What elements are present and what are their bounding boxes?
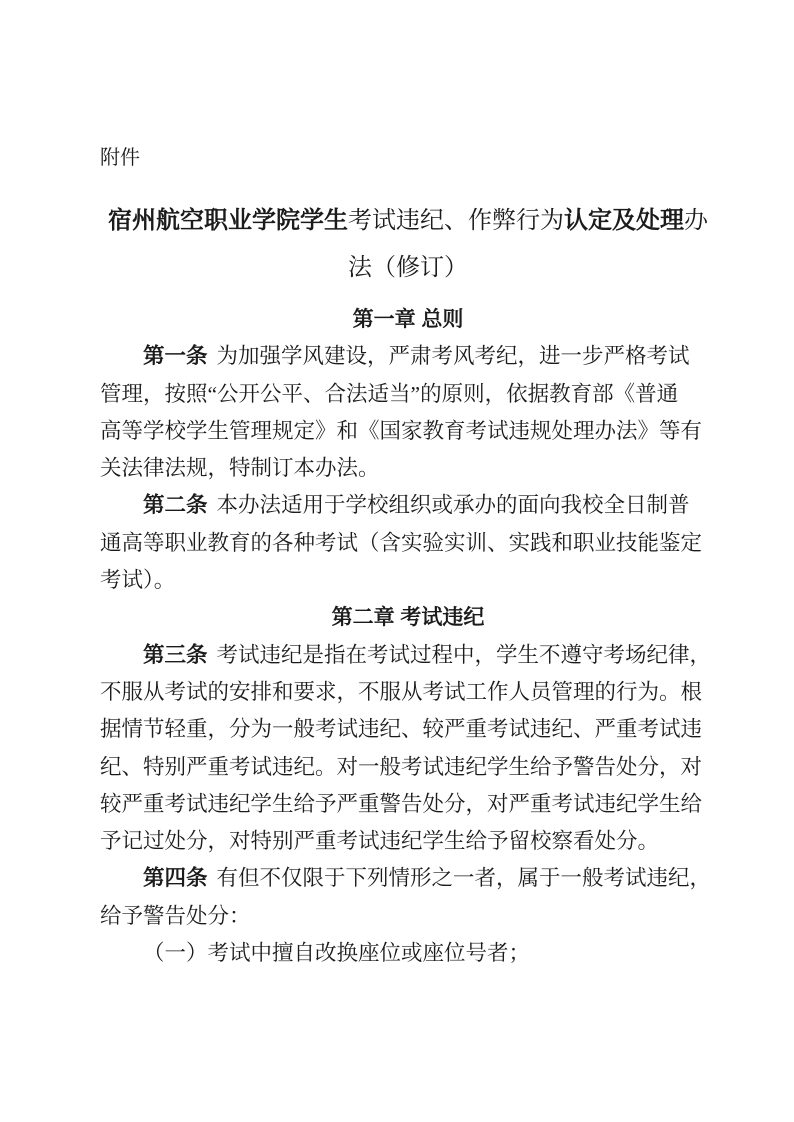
article-label: 第一条 (143, 344, 208, 369)
article-label: 第四条 (143, 866, 208, 891)
body-line-text: 关法律法规，特制订本办法。 (100, 456, 380, 481)
body-line (100, 376, 716, 413)
body-line (100, 674, 716, 711)
body-line (100, 749, 716, 786)
body-line-text: 通高等职业教育的各种考试（含实验实训、实践和职业技能鉴定 (100, 530, 703, 555)
body-line (100, 338, 716, 375)
page-content (100, 0, 716, 972)
title-segment: 宿州航空职业学院学生 (108, 207, 348, 234)
title-segment: 处理 (636, 208, 684, 234)
body-line-text: 考试）。 (100, 568, 176, 593)
body-line-text: （一）考试中擅自改换座位或座位号者； (143, 941, 531, 966)
body-line (100, 450, 716, 487)
document-title-line2: 法（修订） (348, 255, 468, 281)
document-title-line1 (100, 197, 716, 245)
body-line (100, 413, 716, 450)
body-line-text: 考试违纪是指在考试过程中，学生不遵守考场纪律， (216, 642, 712, 667)
body-line (100, 637, 716, 674)
article-label: 第二条 (143, 493, 208, 518)
body-line-text: 予记过处分，对特别严重考试违纪学生给予留校察看处分。 (100, 829, 660, 854)
chapter-heading: 第二章 考试违纪 (331, 606, 485, 630)
body-line-text: 高等学校学生管理规定》和《国家教育考试违规处理办法》等有 (100, 418, 703, 443)
document-title (100, 197, 716, 292)
body-line-text: 有但不仅限于下列情形之一者，属于一般考试违纪， (216, 866, 712, 891)
document-body (100, 301, 716, 972)
body-line-text: 为加强学风建设，严肃考风考纪，进一步严格考试 (216, 344, 690, 369)
body-line (100, 935, 716, 972)
body-line-text: 不服从考试的安排和要求，不服从考试工作人员管理的行为。根 (100, 679, 703, 704)
body-line (100, 786, 716, 823)
body-line-text: 本办法适用于学校组织或承办的面向我校全日制普 (216, 493, 690, 518)
chapter-heading: 第一章 总则 (352, 308, 464, 331)
title-segment: 认定及 (564, 207, 636, 234)
title-segment: 办 (684, 208, 708, 234)
body-line (100, 525, 716, 562)
body-line-text: 给予警告处分： (100, 903, 251, 928)
body-line-text: 较严重考试违纪学生给予严重警告处分，对严重考试违纪学生给 (100, 791, 703, 816)
body-line (100, 711, 716, 748)
body-line (100, 860, 716, 897)
body-line (100, 562, 716, 599)
body-line (100, 487, 716, 524)
attachment-label: 附件 (100, 147, 140, 169)
article-label: 第三条 (143, 642, 208, 667)
body-line-text: 纪、特别严重考试违纪。对一般考试违纪学生给予警告处分，对 (100, 754, 703, 779)
title-segment: 考试违纪、作弊行为 (348, 208, 564, 234)
body-line (100, 898, 716, 935)
body-line (100, 823, 716, 860)
body-line-text: 据情节轻重，分为一般考试违纪、较严重考试违纪、严重考试违 (100, 717, 703, 742)
body-line-text: 管理，按照“公开公平、合法适当”的原则，依据教育部《普通 (100, 381, 679, 406)
